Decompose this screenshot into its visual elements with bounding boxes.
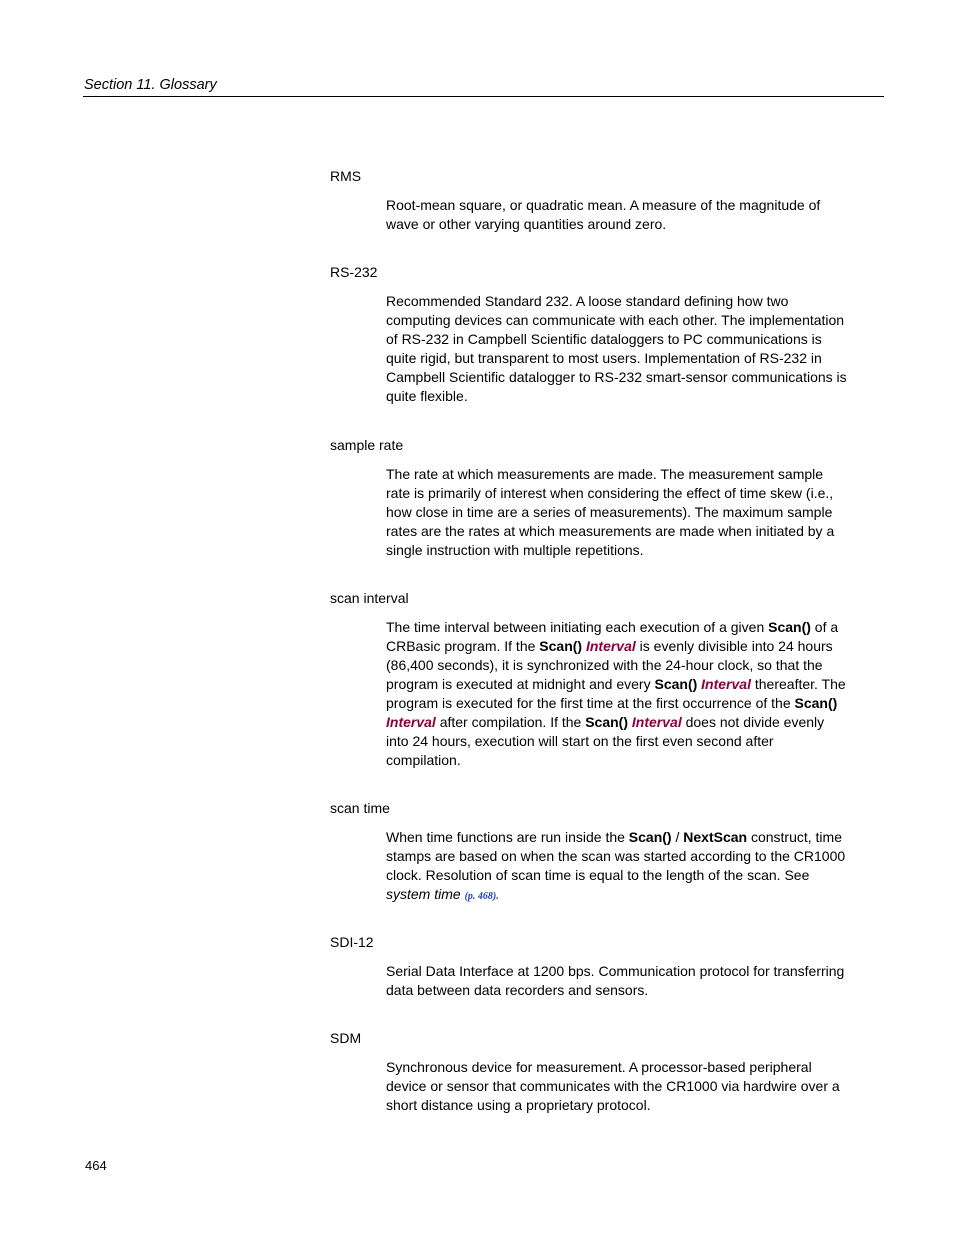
definition-text [386, 828, 848, 906]
glossary-entry-rs232 [330, 263, 850, 406]
text-run: does not divide evenly into 24 hours, execution will start on the first even second after compilation. [386, 714, 825, 768]
definition-text: Serial Data Interface at 1200 bps. Communication protocol for transferring data between data recorders and sensors. [386, 963, 845, 998]
param-interval: Interval [701, 676, 751, 692]
glossary-definition [386, 1058, 848, 1115]
definition-text: Synchronous device for measurement. A processor-based peripheral device or sensor that communicates with the CR1000 via hardwire over a short distance using a proprietary protocol. [386, 1059, 840, 1113]
definition-text: Root-mean square, or quadratic mean. A measure of the magnitude of wave or other varying quantities around zero. [386, 197, 821, 232]
definition-text: Recommended Standard 232. A loose standard defining how two computing devices can communicate with each other. The implementation of RS-232 in Campbell Scientific dataloggers to PC communications is quite rigid, but transparent to most users. Implementation of RS-232 in Campbell Scientific datalogger to RS-232 smart-sensor communications is quite flexible. [386, 293, 847, 404]
code-nextscan: NextScan [683, 829, 748, 845]
text-run: of a CRBasic program. If the [386, 619, 839, 654]
glossary-entry-sdm [330, 1029, 850, 1115]
glossary-definition [386, 292, 848, 406]
section-title: Section 11. Glossary [84, 77, 217, 93]
page-header [83, 76, 884, 97]
glossary-term: sample rate [330, 437, 404, 453]
glossary-term: scan interval [330, 590, 409, 606]
glossary-term: RS-232 [330, 264, 378, 280]
text-run: construct, time stamps are based on when the scan was started according to the CR1000 clock. Resolution of scan time is equal to the length of the scan. See [386, 829, 846, 883]
param-interval: Interval [631, 714, 682, 730]
page-reference-link[interactable]: (p. 468) [464, 891, 497, 902]
text-run: thereafter. The program is executed for the first time at the first occurrence of the [386, 676, 846, 711]
text-run: The time interval between initiating each execution of a given [386, 619, 769, 635]
text-run: is evenly divisible into 24 hours (86,400 seconds), it is synchronized with the 24-hour clock, so that the program is executed at midnight and every [386, 638, 833, 692]
definition-text: The rate at which measurements are made. The measurement sample rate is primarily of interest when considering the effect of time skew (i.e., how close in time are a series of measurements). The maximum sample rates are the rates at which measurements are made when initiated by a single instruction with multiple repetitions. [386, 466, 835, 558]
link-system-time[interactable]: system time [386, 886, 461, 902]
text-run: When time functions are run inside the [386, 829, 629, 845]
code-scan: Scan() [628, 829, 672, 845]
glossary-entry-scan-interval [330, 589, 850, 770]
glossary-entry-sdi12 [330, 933, 850, 1000]
text-run: / [671, 829, 684, 845]
glossary-entry-sample-rate [330, 436, 850, 560]
text-run: after compilation. If the [435, 714, 586, 730]
glossary-term: SDI-12 [330, 934, 374, 950]
definition-text [386, 618, 848, 770]
glossary-definition [386, 828, 848, 906]
code-scan: Scan() [768, 619, 811, 635]
glossary-entry-rms [330, 167, 850, 234]
glossary-definition [386, 618, 848, 770]
param-interval: Interval [386, 714, 436, 730]
code-scan: Scan() [539, 638, 583, 654]
glossary-definition [386, 465, 848, 560]
period: . [496, 891, 499, 902]
glossary-entry-scan-time [330, 799, 850, 906]
glossary-definition [386, 962, 848, 1000]
glossary-definition [386, 196, 848, 234]
code-scan: Scan() [794, 695, 838, 711]
glossary-term: scan time [330, 800, 390, 816]
code-scan: Scan() [654, 676, 698, 692]
page-number: 464 [85, 1158, 107, 1173]
glossary-term: RMS [330, 168, 362, 184]
param-interval: Interval [585, 638, 636, 654]
code-scan: Scan() [585, 714, 629, 730]
glossary-term: SDM [330, 1030, 362, 1046]
